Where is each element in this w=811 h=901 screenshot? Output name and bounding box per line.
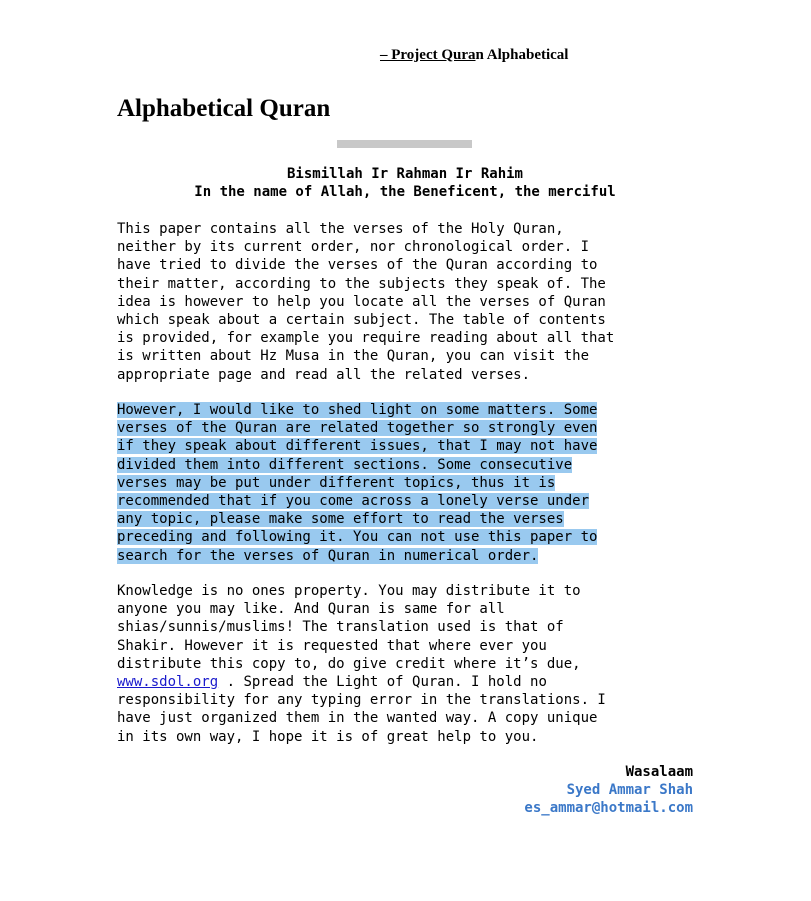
selected-line: However, I would like to shed light on some matters. Some — [117, 402, 598, 418]
signature-email[interactable]: es_ammar@hotmail.com — [524, 800, 693, 816]
running-header-rest: n Alphabetical — [475, 47, 569, 63]
signature-author-name: Syed Ammar Shah — [566, 782, 693, 798]
selected-line: if they speak about different issues, that I may not have — [117, 438, 598, 455]
sdol-website-link[interactable]: www.sdol.org — [117, 674, 219, 691]
selected-line: verses may be put under different topics, thus it is — [117, 474, 556, 491]
selected-line: verses of the Quran are related together so strongly even — [117, 420, 598, 437]
selected-line: divided them into different sections. Some consecutive — [117, 456, 573, 473]
title-rule-divider — [337, 140, 472, 148]
bismillah-transliteration: Bismillah Ir Rahman Ir Rahim — [286, 166, 523, 182]
running-header-underlined: – Project Qura — [380, 47, 476, 63]
running-header — [380, 47, 568, 64]
signature-closing: Wasalaam — [625, 764, 693, 780]
note-paragraph-selected[interactable] — [117, 401, 697, 565]
selected-line: recommended that if you come across a lonely verse under — [117, 493, 590, 510]
intro-paragraph: This paper contains all the verses of the Holy Quran, neither by its current order, nor chronological order. I have tried to divide the verses of the Quran according to their matter, according to the subjects they speak of. The idea is however to help you locate all the verses of Quran which speak about a certain subject. The table of contents is provided, for example you require reading about all that is written about Hz Musa in the Quran, you can visit the appropriate page and read all the related verses. — [117, 221, 615, 383]
license-text-after-link: . Spread the Light of Quran. I hold no responsibility for any typing error in the translations. I have just organized them in the wanted way. A copy unique in its own way, I hope it is of great help to you. — [117, 674, 606, 745]
document-title: Alphabetical Quran — [117, 95, 331, 122]
selected-line: preceding and following it. You can not use this paper to — [117, 529, 598, 546]
selected-line: any topic, please make some effort to read the verses — [117, 511, 564, 528]
license-paragraph — [117, 582, 697, 746]
license-text-before-link: Knowledge is no ones property. You may distribute it to anyone you may like. And Quran is same for all shias/sunnis/muslims! The translation used is that of Shakir. However it is requested that where ever you distribute this copy to, do give credit where it’s due, — [117, 583, 581, 672]
selected-line: search for the verses of Quran in numerical order. — [117, 547, 539, 564]
bismillah-english: In the name of Allah, the Beneficent, the merciful — [194, 184, 616, 200]
